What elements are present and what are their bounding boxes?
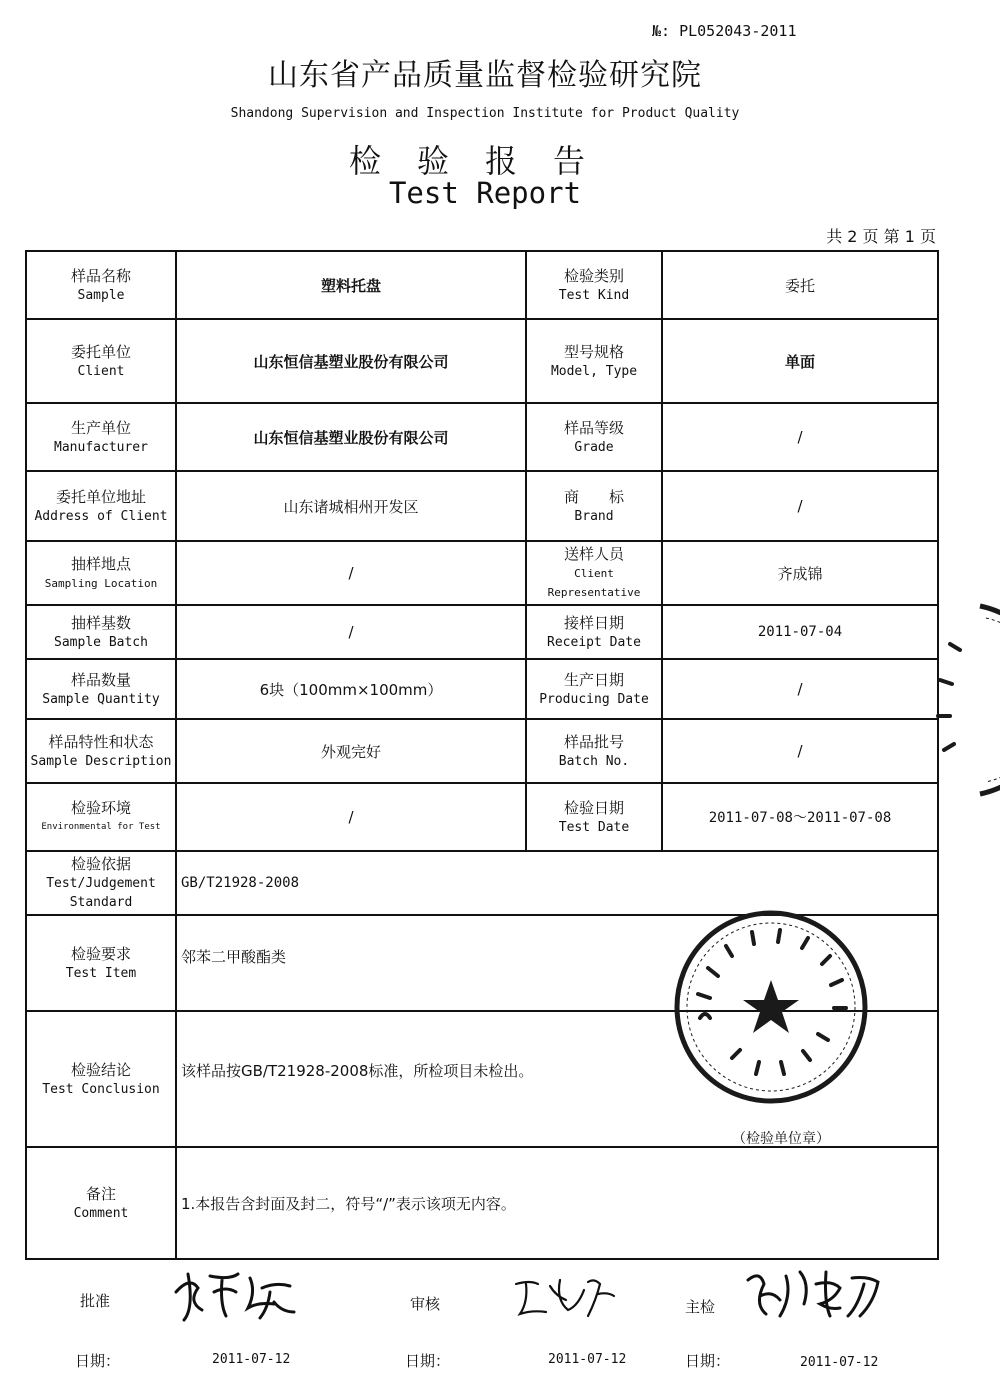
label-manufacturer: 生产单位 Manufacturer [26, 403, 176, 471]
table-row [26, 605, 938, 659]
label-environmental: 检验环境 Environmental for Test [26, 783, 176, 851]
label-sample-description: 样品特性和状态 Sample Description [26, 719, 176, 783]
institute-name-cn: 山东省产品质量监督检验研究院 [268, 58, 702, 93]
report-title-cn: 检验报告 [348, 142, 621, 180]
review-date-label: 日期： [405, 1352, 451, 1370]
label-test-date: 检验日期 Test Date [526, 783, 662, 851]
value-client: 山东恒信基塑业股份有限公司 [176, 319, 526, 403]
table-row [26, 319, 938, 403]
label-sample-quantity: 样品数量 Sample Quantity [26, 659, 176, 719]
reviewer-signature-icon [510, 1272, 620, 1324]
review-date: 2011-07-12 [548, 1352, 627, 1367]
value-conclusion: 该样品按GB/T21928-2008标准，所检项目未检出。 [176, 1011, 938, 1147]
review-label: 审核 [410, 1295, 441, 1313]
page-count: 共 2 页 第 1 页 [826, 227, 936, 246]
value-test-item: 邻苯二甲酸酯类 [176, 915, 938, 1011]
label-brand: 商 标 Brand [526, 471, 662, 541]
label-address: 委托单位地址 Address of Client [26, 471, 176, 541]
value-test-date: 2011-07-08～2011-07-08 [662, 783, 938, 851]
seal-caption: （检验单位章） [732, 1131, 830, 1147]
value-sampling-location: / [176, 541, 526, 605]
label-batch-no: 样品批号 Batch No. [526, 719, 662, 783]
approve-date: 2011-07-12 [212, 1352, 291, 1367]
value-comment: 1.本报告含封面及封二，符号“/”表示该项无内容。 [176, 1147, 938, 1259]
chief-inspector-label: 主检 [685, 1298, 716, 1316]
label-grade: 样品等级 Grade [526, 403, 662, 471]
value-producing-date: / [662, 659, 938, 719]
partial-seal-icon [910, 600, 1000, 800]
approver-signature-icon [170, 1262, 300, 1324]
label-receipt-date: 接样日期 Receipt Date [526, 605, 662, 659]
label-test-item: 检验要求 Test Item [26, 915, 176, 1011]
label-client-representative: 送样人员 Client Representative [526, 541, 662, 605]
value-address: 山东诸城相州开发区 [176, 471, 526, 541]
chief-inspector-signature-icon [740, 1262, 890, 1326]
report-number: №: PL052043-2011 [652, 22, 797, 40]
label-sample-batch: 抽样基数 Sample Batch [26, 605, 176, 659]
label-model: 型号规格 Model, Type [526, 319, 662, 403]
value-manufacturer: 山东恒信基塑业股份有限公司 [176, 403, 526, 471]
official-seal-icon [672, 908, 870, 1106]
table-row [26, 719, 938, 783]
table-row [26, 403, 938, 471]
approve-date-label: 日期： [75, 1352, 121, 1370]
value-receipt-date: 2011-07-04 [662, 605, 938, 659]
chief-date: 2011-07-12 [800, 1355, 879, 1370]
label-conclusion: 检验结论 Test Conclusion [26, 1011, 176, 1147]
label-sample: 样品名称 Sample [26, 251, 176, 319]
value-client-representative: 齐成锦 [662, 541, 938, 605]
value-test-kind: 委托 [662, 251, 938, 319]
table-row [26, 659, 938, 719]
label-standard: 检验依据 Test/Judgement Standard [26, 851, 176, 915]
approve-label: 批准 [80, 1292, 111, 1310]
table-row [26, 783, 938, 851]
value-model: 单面 [662, 319, 938, 403]
table-row [26, 541, 938, 605]
label-producing-date: 生产日期 Producing Date [526, 659, 662, 719]
table-row [26, 251, 938, 319]
value-grade: / [662, 403, 938, 471]
table-row [26, 471, 938, 541]
label-client: 委托单位 Client [26, 319, 176, 403]
institute-name-en: Shandong Supervision and Inspection Institute for Product Quality [230, 106, 740, 121]
value-batch-no: / [662, 719, 938, 783]
value-sample-batch: / [176, 605, 526, 659]
value-sample: 塑料托盘 [176, 251, 526, 319]
report-table [25, 250, 939, 1260]
label-test-kind: 检验类别 Test Kind [526, 251, 662, 319]
value-environmental: / [176, 783, 526, 851]
value-sample-quantity: 6块（100mm×100mm） [176, 659, 526, 719]
value-sample-description: 外观完好 [176, 719, 526, 783]
chief-date-label: 日期： [685, 1352, 731, 1370]
table-row [26, 1147, 938, 1259]
value-brand: / [662, 471, 938, 541]
table-row [26, 851, 938, 915]
report-title-en: Test Report [388, 176, 582, 210]
label-sampling-location: 抽样地点 Sampling Location [26, 541, 176, 605]
label-comment: 备注 Comment [26, 1147, 176, 1259]
value-standard: GB/T21928-2008 [176, 851, 938, 915]
